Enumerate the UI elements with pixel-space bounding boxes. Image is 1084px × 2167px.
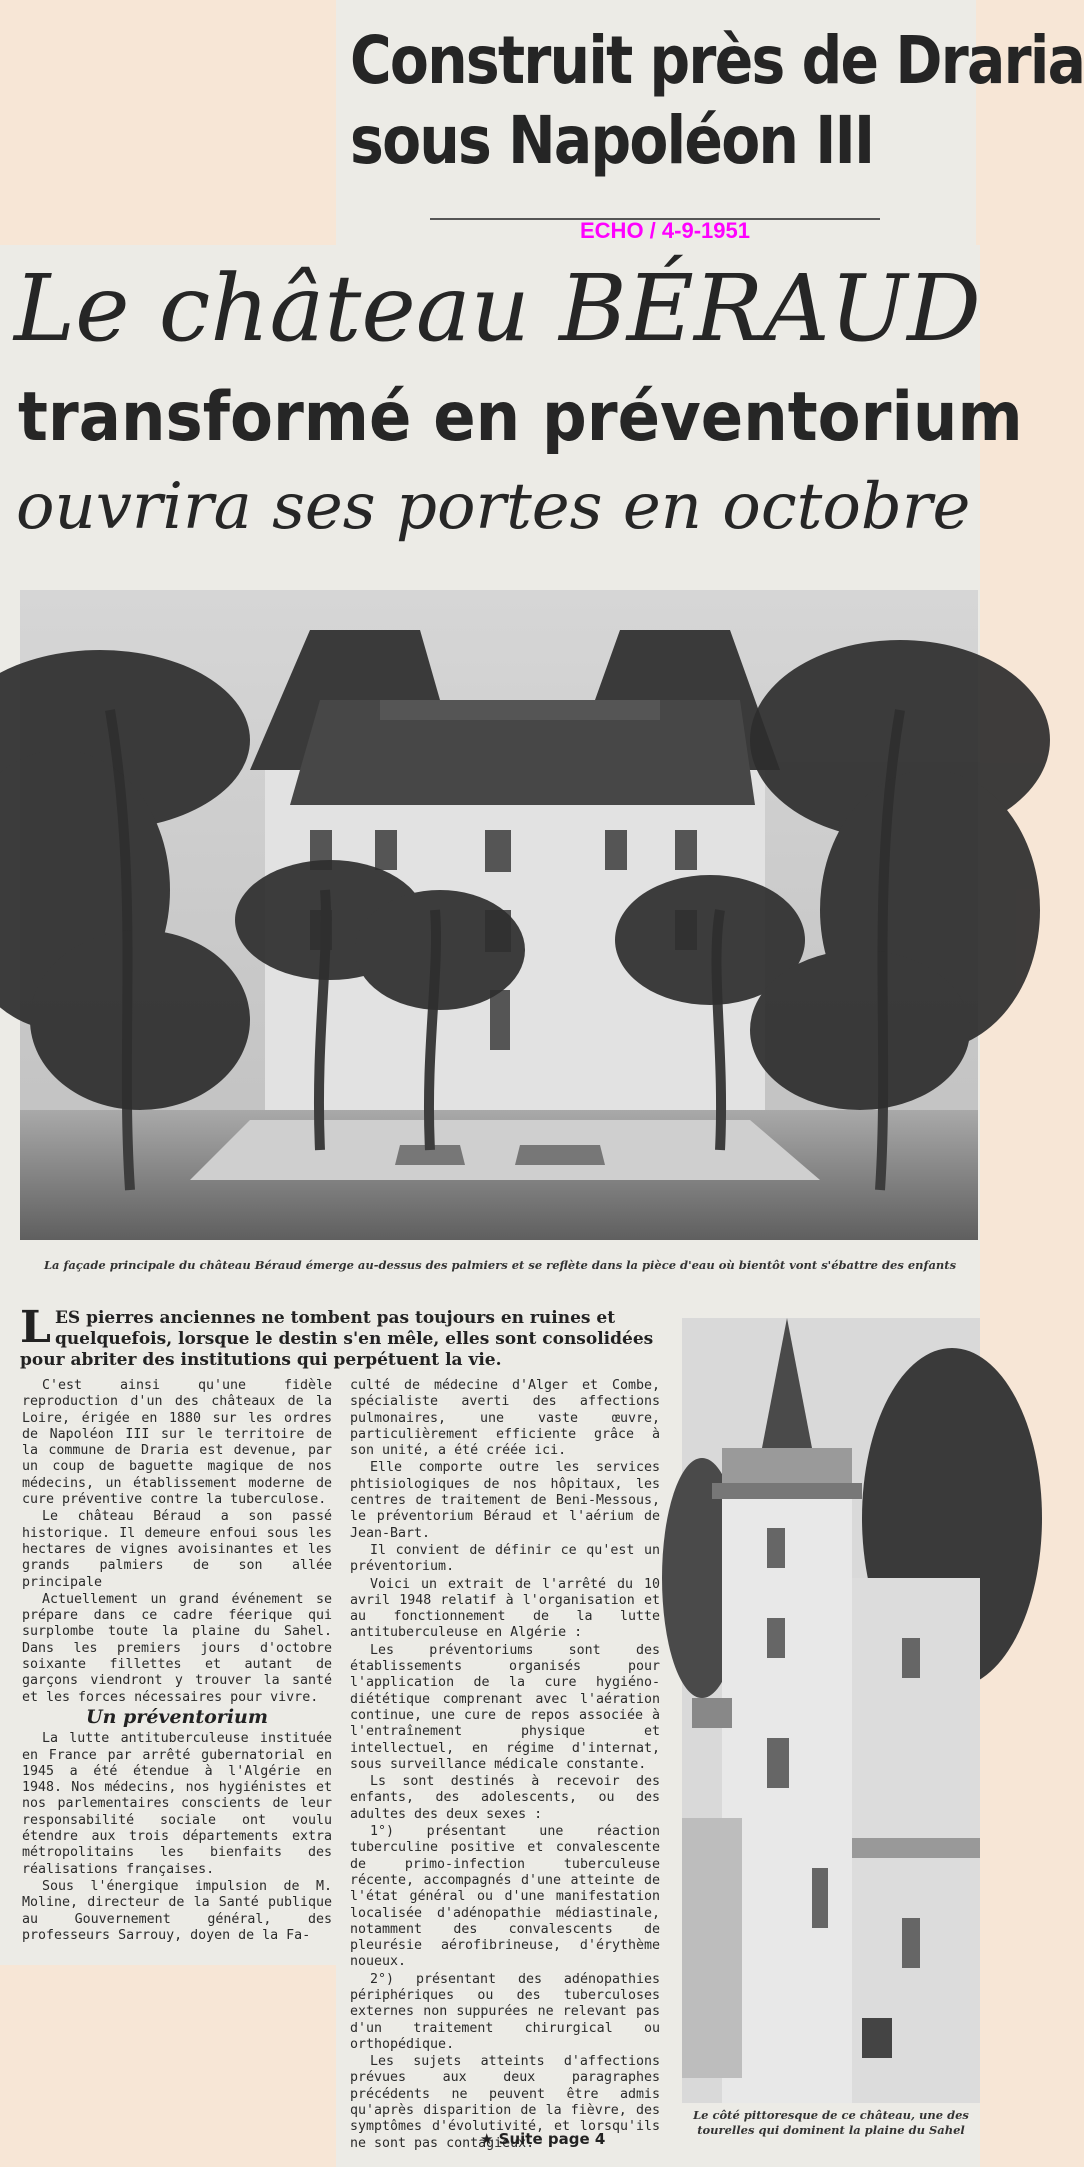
side-photo-caption: Le côté pittoresque de ce château, une des tourelles qui dominent la plaine du Sahel bbox=[693, 2108, 969, 2137]
kicker-line-2: sous Napoléon III bbox=[350, 102, 874, 179]
subhead-preventorium: Un préventorium bbox=[86, 1705, 268, 1728]
col2-paragraph: Les préventoriums sont des établissements organisés pour l'application de la cure hygiéno-diététique comprenant avec l'aération continue, une cure de repos associée à l'entraînement physique et intellectuel, en régime d'internat, sous surveillance médicale constante. bbox=[350, 1642, 660, 1772]
col2-paragraph: Ls sont destinés à recevoir des enfants, des adolescents, ou des adultes des deux sexes : bbox=[350, 1774, 660, 1822]
col1-paragraph: Actuellement un grand événement se prépare dans ce cadre féerique qui surplombe toute la plaine du Sahel. Dans les premiers jours d'octobre soixante fillettes et autant de garçons viendront y trouver la santé et les forces nécessaires pour vivre. bbox=[22, 1591, 332, 1705]
chateau-tower-photo bbox=[682, 1318, 980, 2103]
chateau-tower-illustration bbox=[682, 1318, 980, 2103]
col2-paragraph: Il convient de définir ce qu'est un préventorium. bbox=[350, 1542, 660, 1575]
chateau-facade-illustration bbox=[20, 590, 978, 1240]
lede-paragraph bbox=[20, 1302, 660, 1371]
lede-text: ES pierres anciennes ne tombent pas toujours en ruines et quelquefois, lorsque le destin s'en mêle, elles sont consolidées pour abriter des institutions qui perpétuent la vie. bbox=[20, 1308, 654, 1370]
col2-paragraph: Les sujets atteints d'affections prévues aux deux paragraphes précédents ne peuvent être admis qu'après disparition de la fièvre, des symptômes d'évolutivité, et lorsqu'ils ne sont pas contagieux. bbox=[350, 2054, 660, 2151]
col1-paragraph: C'est ainsi qu'une fidèle reproduction d'un des châteaux de la Loire, érigée en 1880 sur les ordres de Napoléon III sur le territoire de la commune de Draria est devenue, par un coup de baguette magique de nos médecins, un établissement moderne de cure préventive contre la tuberculose. bbox=[22, 1378, 332, 1508]
col1-paragraph: Sous l'énergique impulsion de M. Moline, directeur de la Santé publique au Gouvernement général, des professeurs Sarrouy, doyen de la Fa- bbox=[22, 1878, 332, 1943]
lede-dropcap: L bbox=[20, 1302, 51, 1353]
source-stamp: ECHO / 4-9-1951 bbox=[580, 218, 750, 243]
col2-paragraph: Elle comporte outre les services phtisiologiques de nos hôpitaux, les centres de traitement de Beni-Messous, le préventorium Béraud et l'aérium de Jean-Bart. bbox=[350, 1460, 660, 1541]
col2-paragraph: Voici un extrait de l'arrêté du 10 avril 1948 relatif à l'organisation et au fonctionnement de la lutte antituberculeuse en Algérie : bbox=[350, 1576, 660, 1641]
continued-on-page-4: ★ Suite page 4 bbox=[480, 2130, 606, 2148]
title-script: Le château BÉRAUD bbox=[14, 255, 981, 362]
main-photo-caption: La façade principale du château Béraud émerge au-dessus des palmiers et se reflète dans la pièce d'eau où bientôt vont s'ébattre des enfants bbox=[43, 1258, 957, 1272]
col2-paragraph: 1°) présentant une réaction tuberculine positive et convalescente de primo-infection tuberculeuse récente, accompagnés d'une atteinte de l'état général ou d'une manifestation localisée d'adénopathie médiastinale, notamment des convalescents de pleurésie aérofibrineuse, d'érythème noueux. bbox=[350, 1824, 660, 1970]
chateau-facade-photo bbox=[20, 590, 978, 1240]
article-column-1 bbox=[22, 1378, 332, 1945]
col1-paragraph: Le château Béraud a son passé historique. Il demeure enfoui sous les hectares de vignes avoisinantes et les grands palmiers de son allée principale bbox=[22, 1509, 332, 1590]
article-column-2 bbox=[350, 1378, 660, 2153]
col2-paragraph: 2°) présentant des adénopathies périphériques ou des tuberculoses externes non suppurées ne relevant pas d'un traitement chirurgical ou orthopédique. bbox=[350, 1971, 660, 2052]
col1-paragraph: La lutte antituberculeuse instituée en France par arrêté gubernatorial en 1945 a été étendue à l'Algérie en 1948. Nos médecins, nos hygiénistes et nos parlementaires conscients de leur responsabilité sociale ont voulu étendre aux trois départements extra métropolitains les bienfaits des réalisations françaises. bbox=[22, 1731, 332, 1877]
kicker-line-1: Construit près de Draria bbox=[350, 22, 1084, 99]
title-italic: ouvrira ses portes en octobre bbox=[16, 470, 971, 544]
col2-paragraph: culté de médecine d'Alger et Combe, spécialiste averti des affections pulmonaires, une vaste œuvre, particulièrement efficiente grâce à son unité, a été créée ici. bbox=[350, 1378, 660, 1459]
title-bold: transformé en préventorium bbox=[18, 378, 1023, 457]
